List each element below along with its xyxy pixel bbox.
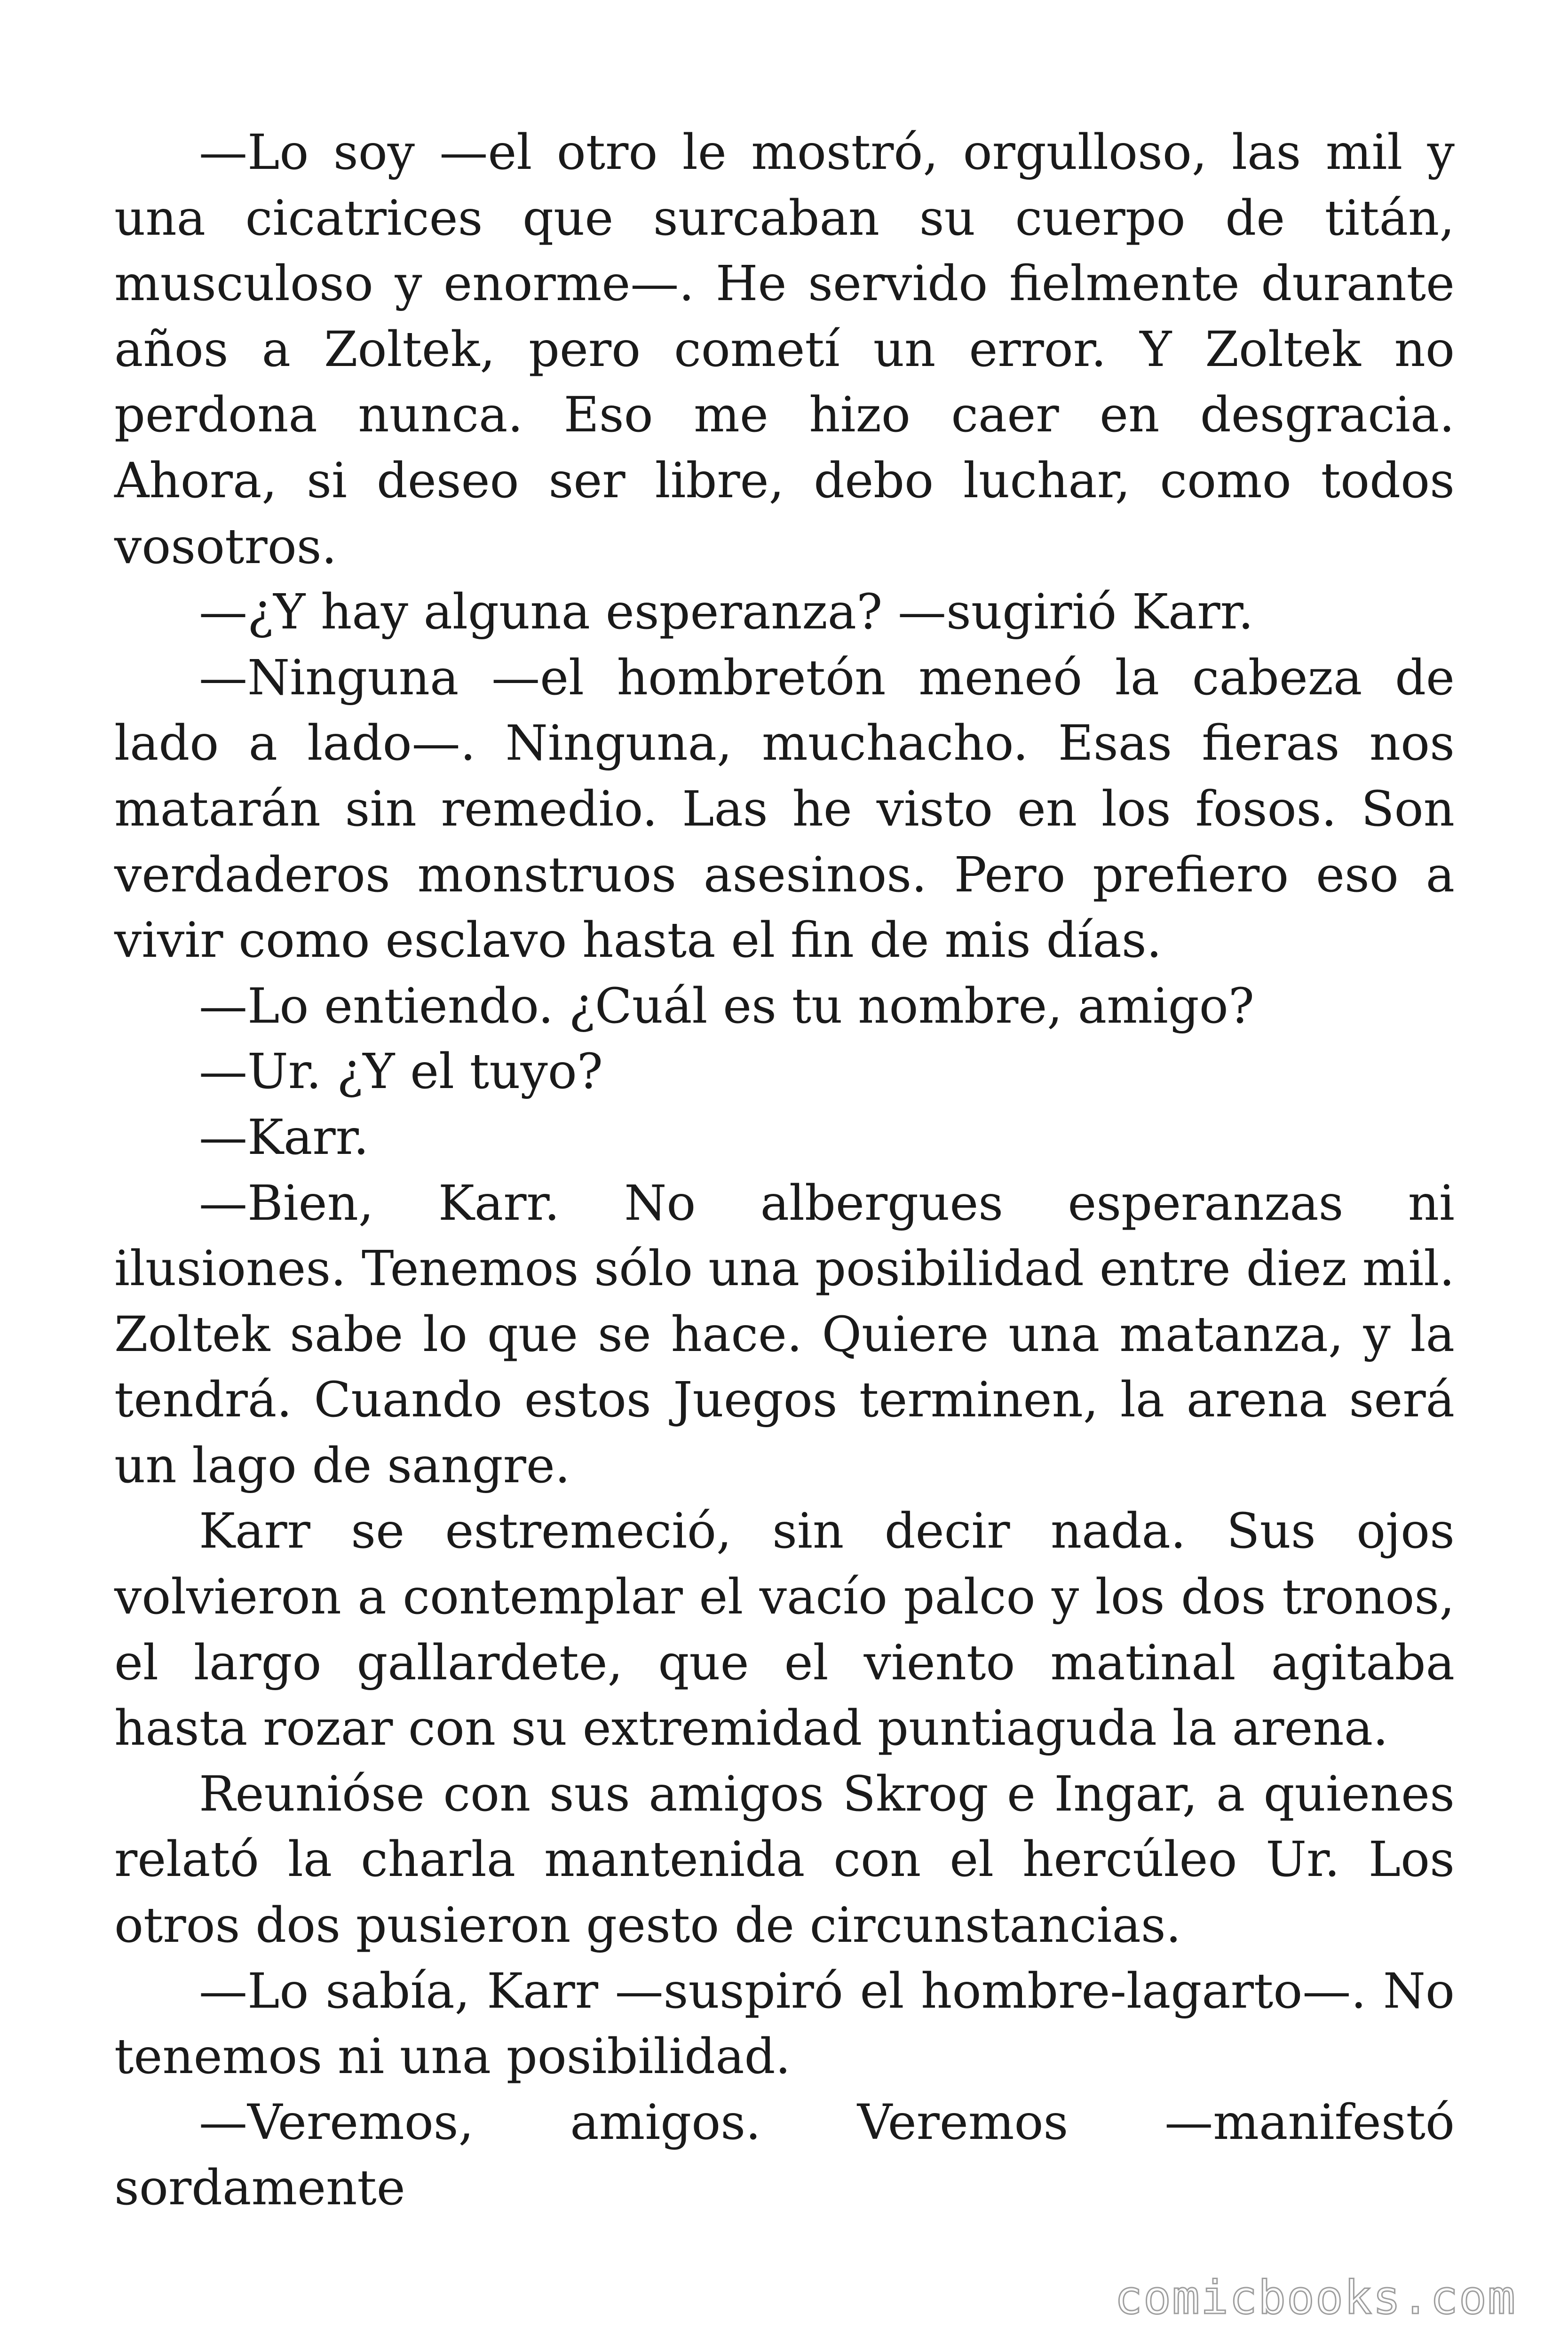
paragraph-4: —Lo entiendo. ¿Cuál es tu nombre, amigo? xyxy=(199,977,1254,1034)
paragraph-5: —Ur. ¿Y el tuyo? xyxy=(199,1043,603,1100)
paragraph-10: —Lo sabía, Karr —suspiró el hombre-lagarto—. No tenemos ni una posibilidad. xyxy=(114,1963,1455,2085)
paragraph-7: —Bien, Karr. No albergues esperanzas ni ilusiones. Tenemos sólo una posibilidad entre diez mil. Zoltek sabe lo que se hace. Quiere una matanza, y la tendrá. Cuando estos Juegos terminen, la arena será un lago de sangre. xyxy=(114,1175,1455,1494)
watermark: comicbooks.com xyxy=(1114,2271,1516,2325)
page-text xyxy=(114,120,1455,2221)
paragraph-6: —Karr. xyxy=(199,1109,369,1166)
paragraph-1: —Lo soy —el otro le mostró, orgulloso, las mil y una cicatrices que surcaban su cuerpo de titán, musculoso y enorme—. He servido fielmente durante años a Zoltek, pero cometí un error. Y Zoltek no perdona nunca. Eso me hizo caer en desgracia. Ahora, si deseo ser libre, debo luchar, como todos vosotros. xyxy=(114,124,1455,575)
paragraph-11: —Veremos, amigos. Veremos —manifestó xyxy=(199,2094,1455,2151)
paragraph-9: Reunióse con sus amigos Skrog e Ingar, a quienes relató la charla mantenida con el hercúleo Ur. Los otros dos pusieron gesto de circunstancias. xyxy=(114,1765,1455,1954)
paragraph-3: —Ninguna —el hombretón meneó la cabeza de lado a lado—. Ninguna, muchacho. Esas fieras nos matarán sin remedio. Las he visto en los fosos. Son verdaderos monstruos asesinos. Pero prefiero eso a vivir como esclavo hasta el fin de mis días. xyxy=(114,649,1455,969)
paragraph-2: —¿Y hay alguna esperanza? —sugirió Karr. xyxy=(199,584,1254,641)
paragraph-12: sordamente xyxy=(114,2160,405,2217)
paragraph-8: Karr se estremeció, sin decir nada. Sus ojos volvieron a contemplar el vacío palco y los dos tronos, el largo gallardete, que el viento matinal agitaba hasta rozar con su extremidad puntiaguda la arena. xyxy=(114,1503,1455,1757)
